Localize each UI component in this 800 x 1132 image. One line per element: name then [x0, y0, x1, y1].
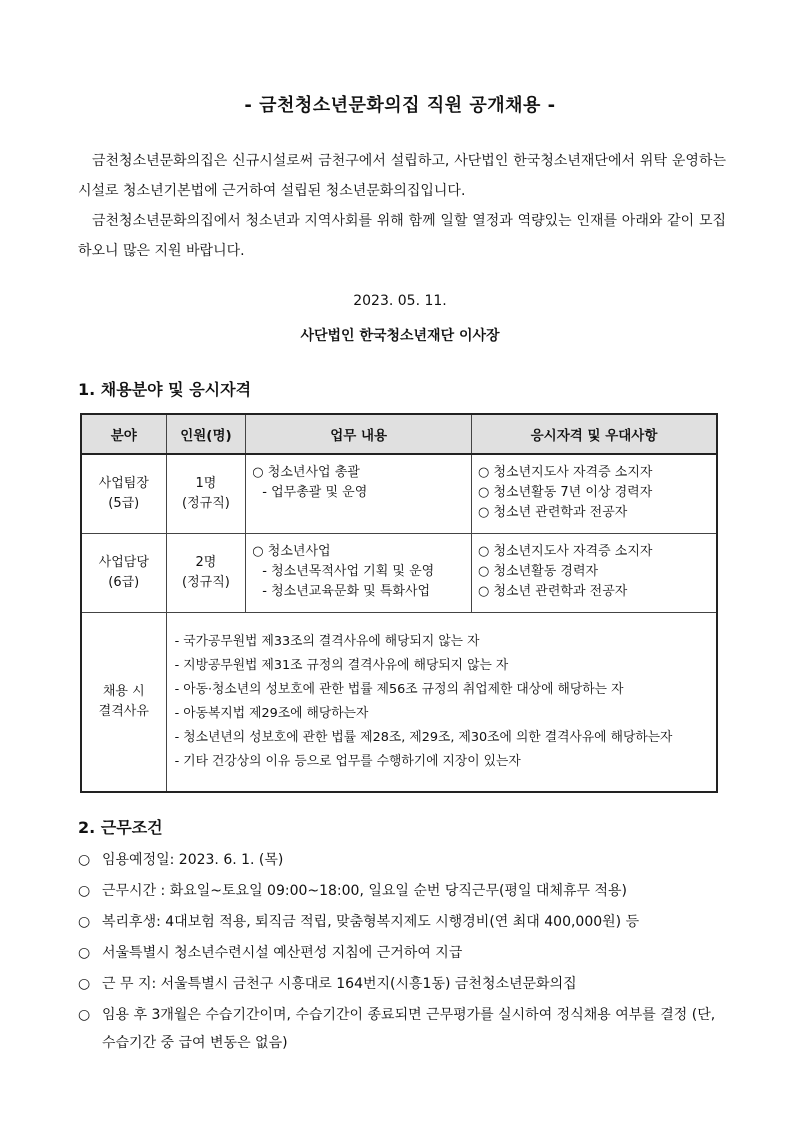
list-item [78, 877, 728, 905]
headcount: 2명 [195, 555, 217, 570]
circle-bullet-icon: ○ [78, 945, 91, 961]
announcement-date: 2023. 05. 11. [353, 293, 447, 309]
count-cell [166, 534, 246, 613]
intro-paragraph-2: 금천청소년문화의집에서 청소년과 지역사회를 위해 함께 일할 열정과 역량있는 인재를 아래와 같이 모집하오니 많은 지원 바랍니다. [78, 213, 726, 259]
qualification-item: ○ 청소년 관련학과 전공자 [478, 505, 628, 520]
table-row [81, 534, 717, 613]
table-header-row [81, 414, 717, 454]
intro-paragraph-1: 금천청소년문화의집은 신규시설로써 금천구에서 설립하고, 사단법인 한국청소년재단에서 위탁 운영하는 시설로 청소년기본법에 근거하여 설립된 청소년문화의집입니다. [78, 153, 726, 199]
qualification-item: ○ 청소년 관련학과 전공자 [478, 584, 628, 599]
employment-type: (정규직) [182, 496, 230, 511]
employment-type: (정규직) [182, 575, 230, 590]
field-cell [81, 454, 166, 534]
section-heading-conditions: 2. 근무조건 [78, 818, 163, 837]
circle-bullet-icon: ○ [78, 852, 91, 868]
condition-text: 근 무 지: 서울특별시 금천구 시흥대로 164번지(시흥1동) 금천청소년문화의집 [102, 976, 577, 992]
condition-text: 임용 후 3개월은 수습기간이며, 수습기간이 종료되면 근무평가를 실시하여 정식채용 여부를 결정 (단, 수습기간 중 급여 변동은 없음) [102, 1007, 716, 1051]
condition-text: 근무시간 : 화요일~토요일 09:00~18:00, 일요일 순번 당직근무(평일 대체휴무 적용) [102, 883, 627, 899]
circle-bullet-icon: ○ [78, 976, 91, 992]
disqualification-item: - 지방공무원법 제31조 규정의 결격사유에 해당되지 않는 자 [174, 658, 509, 673]
duties-cell [246, 454, 472, 534]
condition-text: 서울특별시 청소년수련시설 예산편성 지침에 근거하여 지급 [102, 945, 463, 961]
issuing-organization: 사단법인 한국청소년재단 이사장 [300, 328, 500, 344]
qualification-item: ○ 청소년활동 경력자 [478, 564, 599, 579]
disqualification-item: - 청소년년의 성보호에 관한 법률 제28조, 제29조, 제30조에 의한 결격사유에 해당하는자 [174, 730, 673, 745]
circle-bullet-icon: ○ [78, 914, 91, 930]
work-conditions-list [78, 846, 728, 1057]
disqualification-label: 채용 시 [102, 684, 145, 699]
disqualification-item: - 아동·청소년의 성보호에 관한 법률 제56조 규정의 취업제한 대상에 해당하는 자 [174, 682, 624, 697]
document-title: - 금천청소년문화의집 직원 공개채용 - [244, 95, 556, 116]
duties-cell [246, 534, 472, 613]
duty-item: ○ 청소년사업 총괄 [252, 465, 360, 480]
table-row-disqualification [81, 613, 717, 793]
condition-text: 복리후생: 4대보험 적용, 퇴직금 적립, 맞춤형복지제도 시행경비(연 최대 400,000원) 등 [102, 914, 640, 930]
duty-subitem: - 청소년교육문화 및 특화사업 [262, 584, 431, 599]
qualification-item: ○ 청소년지도사 자격증 소지자 [478, 544, 653, 559]
circle-bullet-icon: ○ [78, 1007, 91, 1023]
duty-item: ○ 청소년사업 [252, 544, 331, 559]
field-cell [81, 534, 166, 613]
qualification-item: ○ 청소년지도사 자격증 소지자 [478, 465, 653, 480]
disqualification-item: - 아동복지법 제29조에 해당하는자 [174, 706, 369, 721]
field-name: 사업팀장 [98, 476, 149, 491]
section-heading-recruitment: 1. 채용분야 및 응시자격 [78, 380, 252, 399]
field-grade: (6급) [108, 575, 140, 590]
disqualification-label-cell [81, 613, 166, 793]
list-item [78, 846, 728, 874]
header-count: 인원(명) [166, 414, 246, 454]
disqualification-item: - 기타 건강상의 이유 등으로 업무를 수행하기에 지장이 있는자 [174, 754, 521, 769]
field-grade: (5급) [108, 496, 140, 511]
duty-subitem: - 업무총괄 및 운영 [262, 485, 368, 500]
list-item [78, 970, 728, 998]
field-name: 사업담당 [98, 555, 149, 570]
table-row [81, 454, 717, 534]
disqualification-label: 결격사유 [98, 704, 149, 719]
header-duties: 업무 내용 [246, 414, 472, 454]
list-item [78, 1001, 728, 1057]
condition-text: 임용예정일: 2023. 6. 1. (목) [102, 852, 284, 868]
count-cell [166, 454, 246, 534]
qualification-item: ○ 청소년활동 7년 이상 경력자 [478, 485, 653, 500]
duty-subitem: - 청소년목적사업 기획 및 운영 [262, 564, 435, 579]
qualifications-cell [472, 534, 717, 613]
disqualification-list [166, 613, 717, 793]
disqualification-item: - 국가공무원법 제33조의 결격사유에 해당되지 않는 자 [174, 634, 480, 649]
list-item [78, 908, 728, 936]
qualifications-cell [472, 454, 717, 534]
recruitment-table [80, 413, 718, 793]
list-item [78, 939, 728, 967]
header-field: 분야 [81, 414, 166, 454]
circle-bullet-icon: ○ [78, 883, 91, 899]
headcount: 1명 [195, 476, 217, 491]
header-qualifications: 응시자격 및 우대사항 [472, 414, 717, 454]
